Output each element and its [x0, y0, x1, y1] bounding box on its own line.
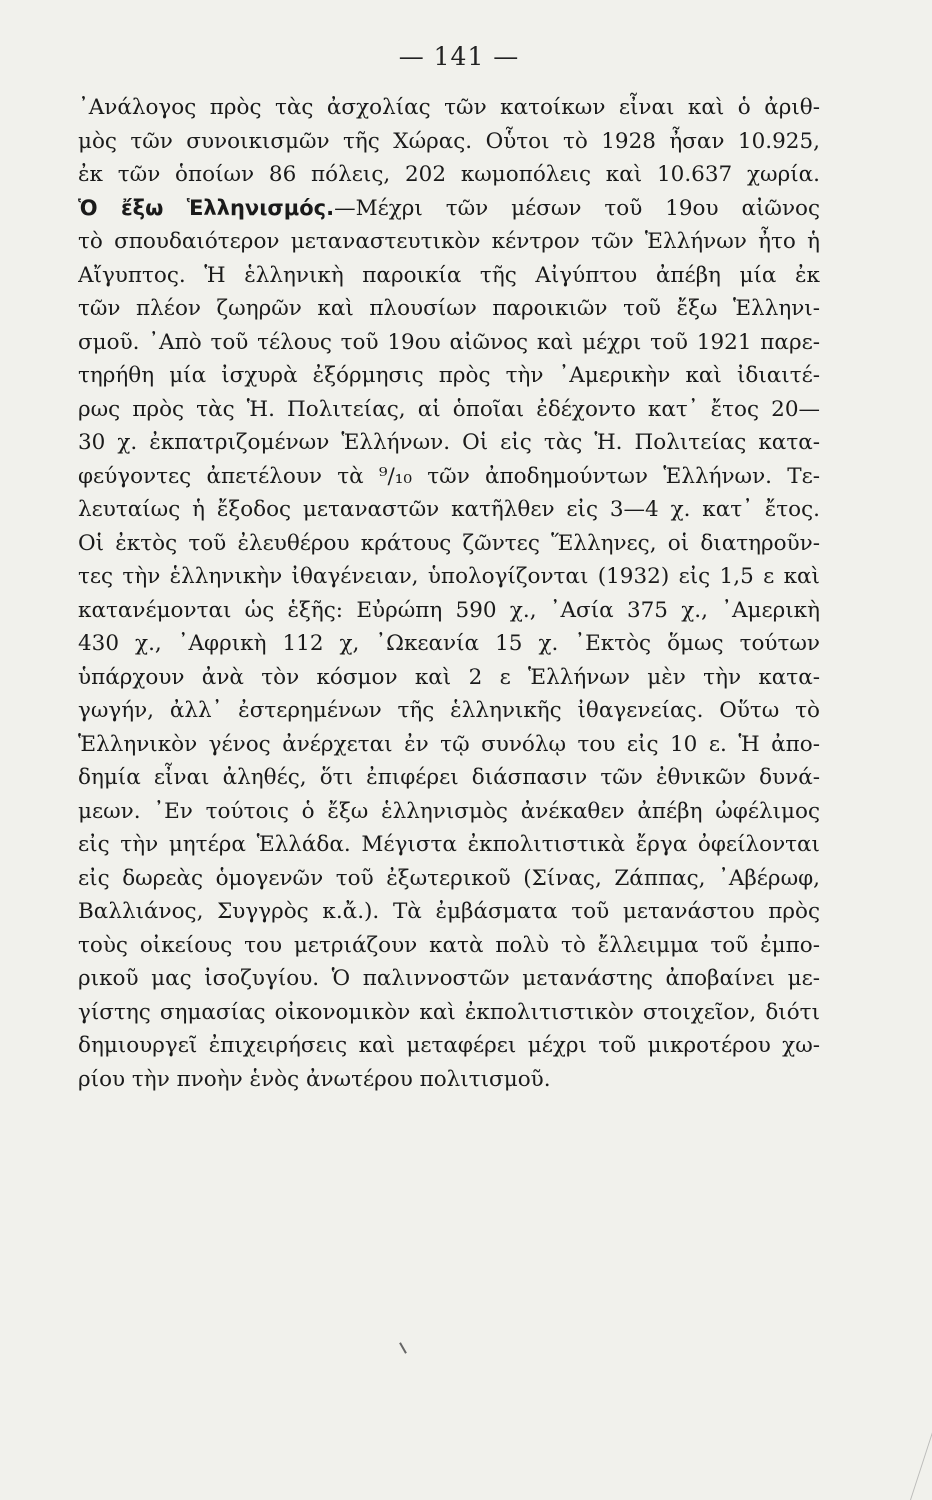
text-line: ὑπάρχουν ἀνὰ τὸν κόσμον καὶ 2 ε Ἑλλήνων μὲν τὴν κατα- — [78, 664, 820, 690]
text-line: τῶν πλέον ζωηρῶν καὶ πλουσίων παροικιῶν τοῦ ἔξω Ἑλληνι- — [78, 296, 820, 321]
text-line: κατανέμονται ὡς ἑξῆς: Εὐρώπη 590 χ., ᾿Ασία 375 χ., ᾿Αμερικὴ — [78, 597, 820, 623]
text-line: τηρήθη μία ἰσχυρὰ ἐξόρμησις πρὸς τὴν ᾿Αμερικὴν καὶ ἰδιαιτέ- — [78, 363, 820, 388]
page-number: — 141 — — [398, 42, 520, 71]
text-line: Ἑλληνικὸν γένος ἀνέρχεται ἐν τῷ συνόλῳ του εἰς 10 ε. Ἡ ἀπο- — [78, 731, 820, 757]
text-line: γίστης σημασίας οἰκονομικὸν καὶ ἐκπολιτιστικὸν στοιχεῖον, διότι — [78, 999, 820, 1025]
text-line: σμοῦ. ᾿Απὸ τοῦ τέλους τοῦ 19ου αἰῶνος καὶ μέχρι τοῦ 1921 παρε- — [78, 329, 820, 355]
text-line: εἰς δωρεὰς ὁμογενῶν τοῦ ἐξωτερικοῦ (Σίνας, Ζάππας, ᾿Αβέρωφ, — [78, 865, 820, 891]
heading-line-rest: —Μέχρι τῶν μέσων τοῦ 19ου αἰῶνος — [334, 195, 820, 221]
text-line: 30 χ. ἐκπατριζομένων Ἑλλήνων. Οἱ εἰς τὰς Ἡ. Πολιτείας κατα- — [78, 430, 820, 455]
heading-line — [78, 192, 820, 226]
text-line: 430 χ., ᾿Αφρικὴ 112 χ, ᾿Ωκεανία 15 χ. ᾿Εκτὸς ὅμως τούτων — [78, 631, 820, 656]
text-line: μεων. ᾿Εν τούτοις ὁ ἔξω ἑλληνισμὸς ἀνέκαθεν ἀπέβη ὠφέλιμος — [78, 798, 820, 824]
text-line: τοὺς οἰκείους του μετριάζουν κατὰ πολὺ τὸ ἔλλειμμα τοῦ ἐμπο- — [78, 932, 820, 958]
text-line: δημιουργεῖ ἐπιχειρήσεις καὶ μεταφέρει μέχρι τοῦ μικροτέρου χω- — [78, 1033, 820, 1058]
text-line: φεύγοντες ἀπετέλουν τὰ ⁹/₁₀ τῶν ἀποδημούντων Ἑλλήνων. Τε- — [78, 463, 820, 489]
text-line: Οἱ ἐκτὸς τοῦ ἐλευθέρου κράτους ζῶντες Ἕλληνες, οἱ διατηροῦν- — [78, 530, 820, 556]
text-line: ἐκ τῶν ὁποίων 86 πόλεις, 202 κωμοπόλεις καὶ 10.637 χωρία. — [78, 162, 820, 187]
text-line: ᾿Ανάλογος πρὸς τὰς ἀσχολίας τῶν κατοίκων εἶναι καὶ ὁ ἀριθ- — [78, 95, 820, 120]
text-line: Βαλλιάνος, Συγγρὸς κ.ἄ.). Τὰ ἐμβάσματα τοῦ μετανάστου πρὸς — [78, 899, 820, 924]
text-line: εἰς τὴν μητέρα Ἑλλάδα. Μέγιστα ἐκπολιτιστικὰ ἔργα ὀφείλονται — [78, 832, 820, 857]
text-line: ρως πρὸς τὰς Ἡ. Πολιτείας, αἱ ὁποῖαι ἐδέχοντο κατ᾽ ἔτος 20— — [78, 396, 820, 422]
text-line: λευταίως ἡ ἔξοδος μεταναστῶν κατῆλθεν εἰς 3—4 χ. κατ᾽ ἔτος. — [78, 497, 820, 522]
text-line: δημία εἶναι ἀληθές, ὅτι ἐπιφέρει διάσπασιν τῶν ἐθνικῶν δυνά- — [78, 765, 820, 790]
text-line: ρίου τὴν πνοὴν ἑνὸς ἀνωτέρου πολιτισμοῦ. — [78, 1066, 551, 1092]
text-line: Αἴγυπτος. Ἡ ἑλληνικὴ παροικία τῆς Αἰγύπτου ἀπέβη μία ἐκ — [78, 262, 820, 288]
ink-speck — [399, 1342, 407, 1353]
body-text — [78, 91, 820, 1096]
text-line: γωγήν, ἀλλ᾽ ἐστερημένων τῆς ἑλληνικῆς ἰθαγενείας. Οὕτω τὸ — [78, 698, 820, 723]
section-heading: Ὁ ἔξω Ἑλληνισμός. — [78, 195, 335, 220]
text-line: τες τὴν ἑλληνικὴν ἰθαγένειαν, ὑπολογίζονται (1932) εἰς 1,5 ε καὶ — [78, 564, 820, 589]
page-edge-mark — [880, 1420, 932, 1500]
text-line: ρικοῦ μας ἰσοζυγίου. Ὁ παλιννοστῶν μετανάστης ἀποβαίνει με- — [78, 966, 820, 991]
text-line: τὸ σπουδαιότερον μεταναστευτικὸν κέντρον τῶν Ἑλλήνων ἦτο ἡ — [78, 229, 820, 254]
text-line: μὸς τῶν συνοικισμῶν τῆς Χώρας. Οὗτοι τὸ 1928 ἦσαν 10.925, — [78, 128, 820, 154]
